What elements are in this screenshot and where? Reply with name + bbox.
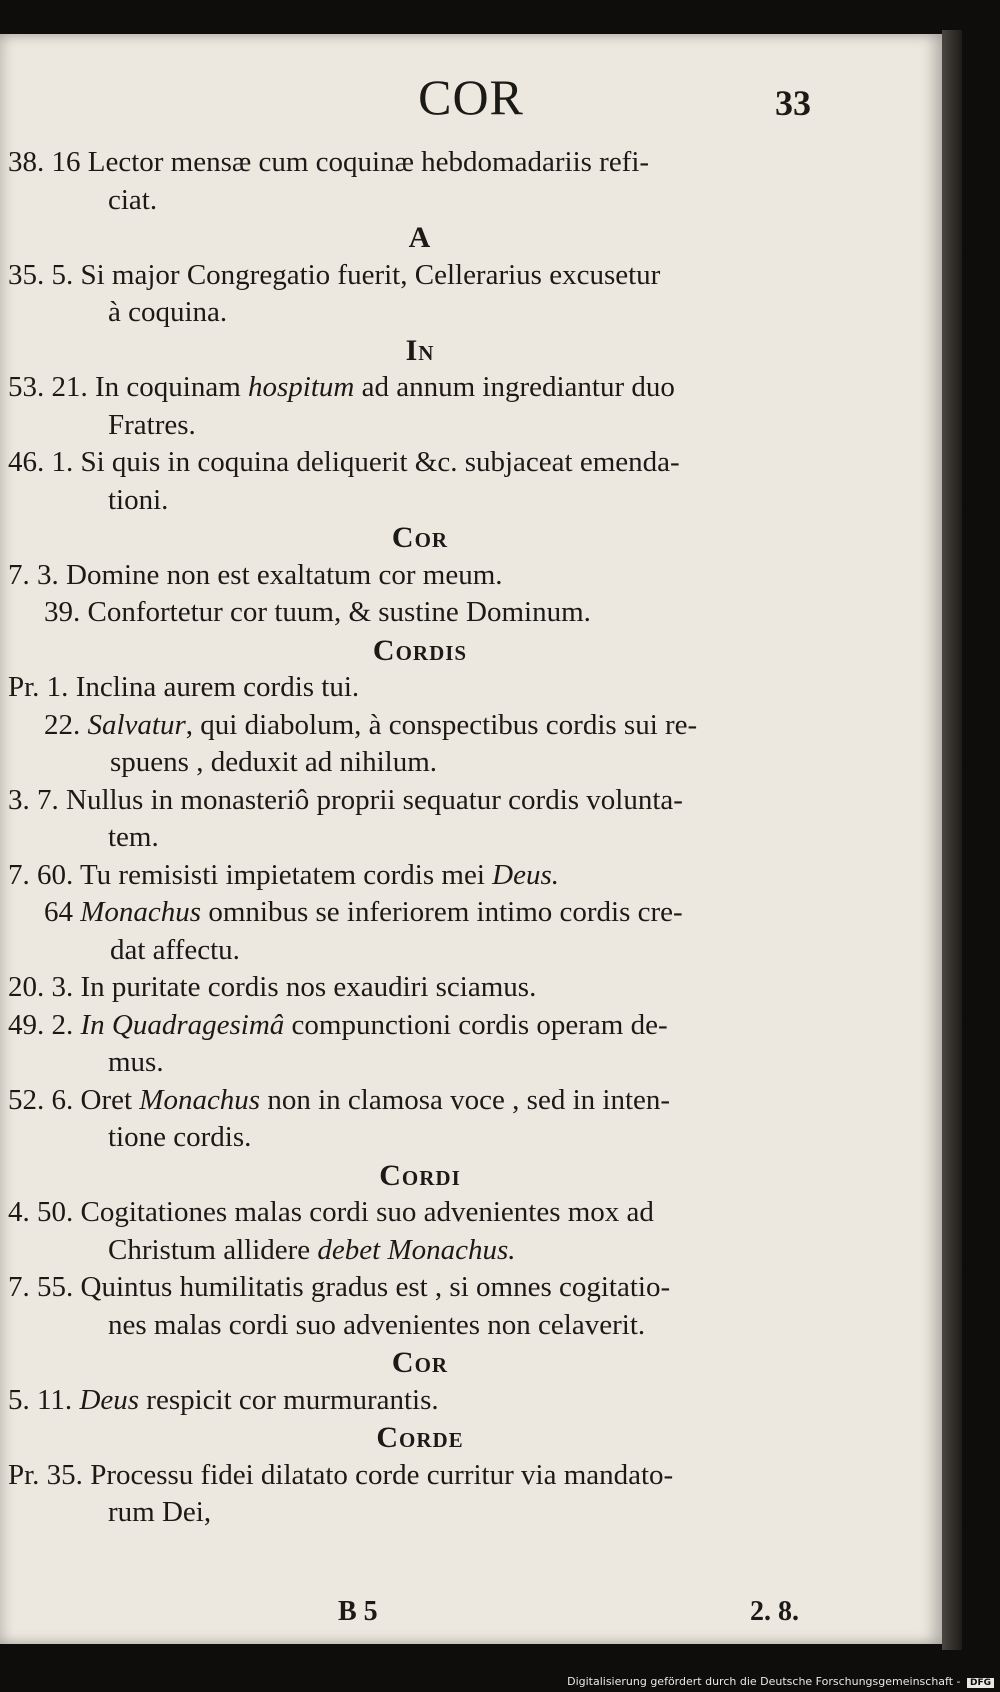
digitization-credit (567, 1675, 994, 1688)
entry-text: compunctioni cordis operam de- (284, 1008, 668, 1041)
section-heading: A (408, 221, 432, 254)
entry-italic: Monachus (139, 1083, 261, 1116)
entry-continuation (8, 1044, 840, 1082)
entry-reference: 64 (44, 896, 81, 928)
entry-text: respicit cor murmurantis. (139, 1383, 439, 1416)
index-entry (0, 894, 840, 969)
entry-text: Processu fidei dilatato corde curritur via mandato- (90, 1458, 674, 1491)
entry-text: Cogitationes malas cordi suo advenientes mox ad (80, 1196, 654, 1228)
entry-reference: 38. 16 (8, 146, 88, 178)
entry-continuation (8, 819, 840, 857)
entry-italic: In Quadragesimâ (80, 1008, 285, 1041)
entry-continuation (8, 294, 840, 332)
entry-text: omnibus se inferiorem intimo cordis cre- (201, 896, 683, 928)
section-heading: Cor (391, 521, 449, 554)
entry-text: non in clamosa voce , sed in inten- (260, 1083, 671, 1116)
entry-text: Si quis in coquina deliquerit &c. subjaceat emenda- (80, 446, 680, 478)
entry-italic: Deus (79, 1383, 140, 1416)
index-entry (0, 1082, 840, 1157)
index-entry (0, 669, 840, 707)
page-number: 33 (775, 83, 811, 123)
entry-reference: 3. 7. (8, 783, 66, 816)
section-heading: Cordi (379, 1158, 461, 1192)
entry-text: spuens , deduxit ad nihilum. (110, 746, 438, 778)
index-entry (0, 1194, 840, 1269)
entry-reference: 7. 55. (8, 1271, 81, 1303)
section-heading: Cordis (372, 633, 468, 667)
entry-text: Christum allidere (108, 1233, 318, 1266)
section-heading: Corde (376, 1421, 464, 1454)
index-entry (0, 257, 840, 332)
entry-text: Nullus in monasteriô proprii sequatur cordis volunta- (66, 783, 683, 816)
book-page (0, 34, 942, 1644)
entry-text: In puritate cordis nos exaudiri sciamus. (80, 971, 537, 1003)
index-entry (0, 857, 840, 895)
entry-text: Quintus humilitatis gradus est , si omnes cogitatio- (80, 1271, 671, 1303)
entry-continuation (8, 182, 840, 220)
section-heading: In (405, 333, 435, 367)
entry-text: Tu remisisti impietatem cordis mei (79, 858, 493, 891)
entry-text: tioni. (108, 483, 169, 516)
entry-reference: 53. 21. (8, 371, 95, 403)
entry-continuation (8, 1232, 840, 1270)
entry-text: , qui diabolum, à conspectibus cordis sui re- (185, 708, 698, 741)
entry-text: à coquina. (108, 296, 228, 328)
entry-italic: Deus. (492, 858, 559, 891)
entry-text: Lector mensæ cum coquinæ hebdomadariis refi- (87, 146, 650, 178)
entry-continuation (8, 407, 840, 445)
entry-reference: 5. 11. (8, 1383, 80, 1416)
entry-text: tem. (108, 821, 159, 853)
entry-text: Oret (80, 1083, 140, 1116)
entry-reference: Pr. 35. (8, 1458, 91, 1491)
index-entry (0, 594, 840, 632)
entry-text: Inclina aurem cordis tui. (75, 671, 360, 703)
entry-continuation (8, 1307, 840, 1345)
signature-mark: B 5 (338, 1596, 378, 1627)
index-entry (0, 144, 840, 219)
entry-text: ad annum ingrediantur duo (354, 371, 675, 403)
index-entry (0, 369, 840, 444)
index-entries (0, 144, 840, 1532)
index-entry (0, 1007, 840, 1082)
entry-reference: 39. (44, 596, 88, 628)
index-entry (0, 1457, 840, 1532)
index-entry (0, 1382, 840, 1420)
entry-reference: 49. 2. (8, 1008, 81, 1041)
entry-reference: 7. 3. (8, 558, 66, 591)
entry-italic: hospitum (248, 371, 355, 403)
index-entry (0, 557, 840, 595)
entry-text: ciat. (108, 183, 158, 216)
dfg-logo-icon: DFG (967, 1678, 994, 1688)
entry-text: Si major Congregatio fuerit, Cellerarius excusetur (80, 258, 661, 291)
book-edge (942, 30, 962, 1650)
entry-reference: 46. 1. (8, 446, 81, 478)
entry-continuation (8, 1119, 840, 1157)
entry-italic: debet Monachus. (317, 1233, 516, 1266)
entry-text: rum Dei, (108, 1496, 212, 1528)
entry-text: Fratres. (108, 408, 196, 441)
entry-text: In coquinam (95, 371, 249, 403)
running-head: COR (418, 69, 524, 125)
entry-reference: 35. 5. (8, 258, 81, 291)
entry-text: Domine non est exaltatum cor meum. (66, 558, 503, 591)
entry-reference: 4. 50. (8, 1196, 81, 1228)
index-entry (0, 969, 840, 1007)
credit-text: Digitalisierung gefördert durch die Deutsche Forschungsgemeinschaft - (567, 1675, 961, 1688)
entry-text: nes malas cordi suo advenientes non celaverit. (108, 1308, 646, 1341)
entry-continuation (8, 1494, 840, 1532)
entry-reference: 7. 60. (8, 858, 80, 891)
section-heading: Cor (391, 1346, 449, 1379)
index-entry (0, 1269, 840, 1344)
entry-text: mus. (108, 1046, 164, 1078)
entry-reference: 22. (44, 708, 88, 741)
entry-continuation (8, 482, 840, 520)
entry-italic: Monachus (80, 896, 202, 928)
entry-italic: Salvatur (87, 708, 186, 741)
entry-continuation (44, 744, 840, 782)
entry-text: dat affectu. (110, 933, 240, 966)
entry-reference: 20. 3. (8, 971, 81, 1003)
entry-reference: Pr. 1. (8, 671, 76, 703)
index-entry (0, 782, 840, 857)
index-entry (0, 444, 840, 519)
entry-continuation (44, 932, 840, 970)
entry-text: Confortetur cor tuum, & sustine Dominum. (87, 596, 591, 628)
entry-text: tione cordis. (108, 1121, 252, 1153)
index-entry (0, 707, 840, 782)
catchword: 2. 8. (750, 1596, 799, 1627)
entry-reference: 52. 6. (8, 1083, 81, 1116)
